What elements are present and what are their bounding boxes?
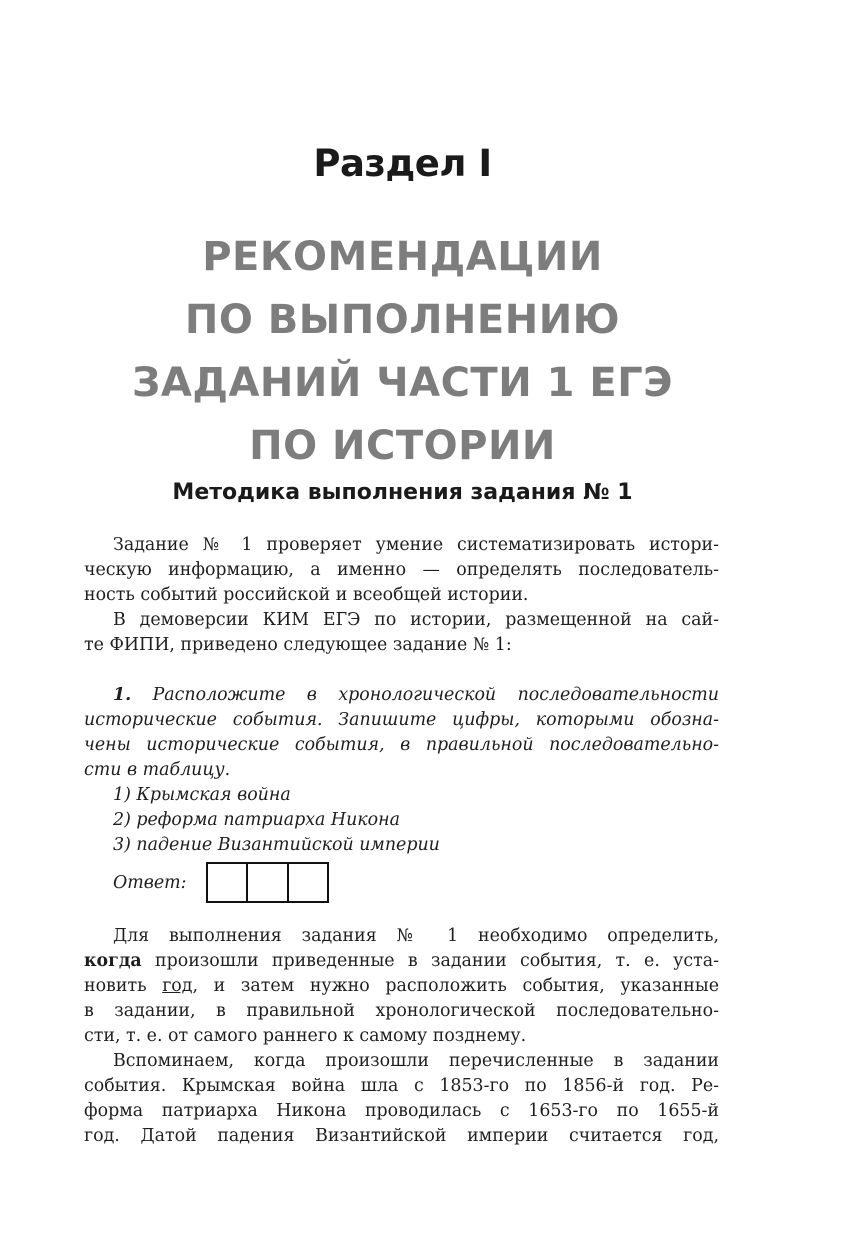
subtitle: Методика выполнения задания № 1 [172,480,633,505]
task-number: 1. [113,685,132,705]
text-line: события. Крымская война шла с 1853-го по 1856-й год. Ре- [84,1076,719,1096]
text-span: произошли приведенные в задании события, т. е. уста- [141,951,719,971]
paragraph-2 [84,608,719,658]
task-option: 2) реформа патриарха Никона [113,810,400,830]
underlined-word: год [162,976,193,996]
task-line: исторические события. Запишите цифры, которыми обозна- [84,710,719,730]
paragraph-1 [84,533,719,608]
title-line: РЕКОМЕНДАЦИИ [202,234,603,280]
paragraph-3 [84,924,719,1049]
text-line: ческую информацию, а именно — определять последователь- [84,560,719,580]
text-line: сти, т. е. от самого раннего к самому позднему. [84,1026,527,1046]
paragraph-4 [84,1049,719,1149]
text-line: В демоверсии КИМ ЕГЭ по истории, размещенной на сай- [113,610,719,630]
answer-cell[interactable] [248,864,288,901]
title-line: ПО ВЫПОЛНЕНИЮ [184,297,621,343]
title-line: ЗАДАНИЙ ЧАСТИ 1 ЕГЭ [131,360,674,406]
title-line: ПО ИСТОРИИ [249,423,556,469]
task-line [84,683,719,708]
task-block [84,683,719,858]
task-line: чены исторические события, в правильной последовательно- [84,735,719,755]
section-label: Раздел I [313,142,492,185]
bold-word: когда [84,951,142,971]
text-line: в задании, в правильной хронологической последовательно- [84,1001,719,1021]
text-line: год. Датой падения Византийской империи считается год, [84,1126,719,1146]
text-span: , и затем нужно расположить события, указанные [192,976,720,996]
task-line-text: Расположите в хронологической последовательности [152,685,719,705]
text-line [84,974,719,999]
answer-cell[interactable] [289,864,327,901]
text-line [84,949,719,974]
text-line: Для выполнения задания № 1 необходимо определить, [113,926,719,946]
task-line: сти в таблицу. [84,760,231,780]
answer-cell[interactable] [208,864,248,901]
answer-table [206,862,329,903]
task-option: 1) Крымская война [113,785,291,805]
text-span: новить [84,976,163,996]
text-line: Вспоминаем, когда произошли перечисленные в задании [113,1051,719,1071]
text-line: Задание № 1 проверяет умение систематизировать истори- [113,535,719,555]
text-line: ность событий российской и всеобщей истории. [84,585,529,605]
main-title [0,226,805,478]
text-line: форма патриарха Никона проводилась с 1653-го по 1655-й [84,1101,719,1121]
text-line: те ФИПИ, приведено следующее задание № 1: [84,635,512,655]
answer-label: Ответ: [113,873,187,893]
task-option: 3) падение Византийской империи [113,835,440,855]
